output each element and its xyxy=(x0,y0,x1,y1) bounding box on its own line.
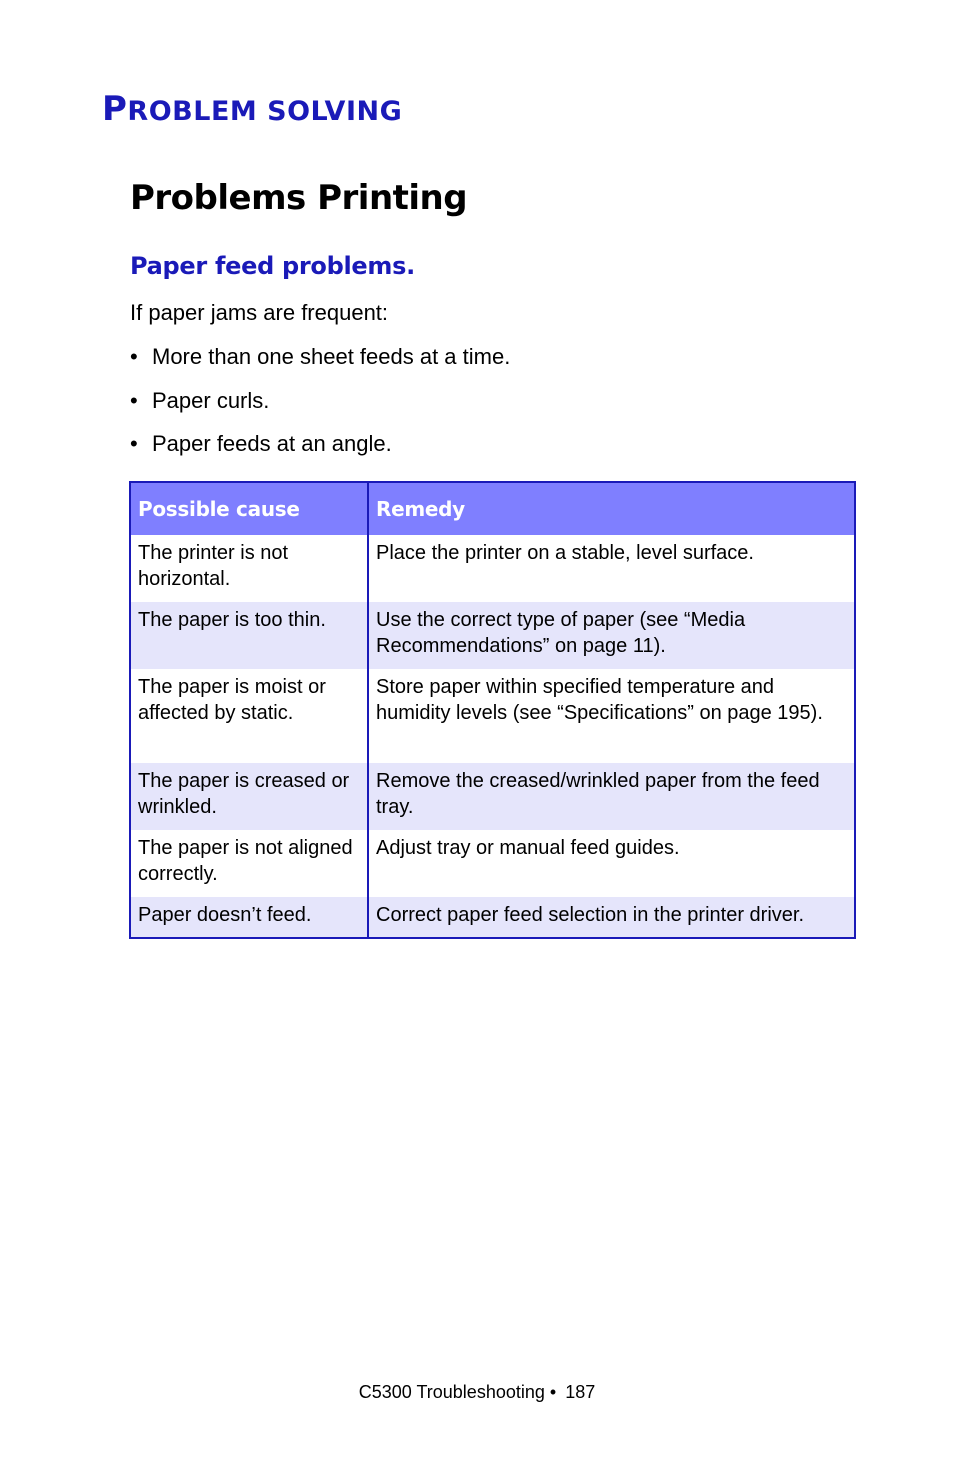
chapter-title xyxy=(102,89,403,129)
symptom-list xyxy=(130,343,510,474)
remedy-cell: Remove the creased/wrinkled paper from the feed tray. xyxy=(368,763,855,830)
footer-bullet: • xyxy=(549,1382,557,1402)
list-item xyxy=(130,343,510,387)
table-row xyxy=(130,602,855,669)
remedy-cell: Adjust tray or manual feed guides. xyxy=(368,830,855,897)
chapter-title-initial: P xyxy=(102,89,128,129)
cause-cell: The printer is not horizontal. xyxy=(138,542,289,590)
bullet-icon: • xyxy=(130,431,138,456)
section-title: Problems Printing xyxy=(130,178,468,218)
list-item-text: Paper feeds at an angle. xyxy=(152,431,392,456)
remedy-cell: Use the correct type of paper (see “Media Recommendations” on page 11). xyxy=(368,602,855,669)
intro-text: If paper jams are frequent: xyxy=(130,300,389,325)
footer-text: C5300 Troubleshooting xyxy=(358,1382,545,1402)
chapter-title-rest: ROBLEM SOLVING xyxy=(127,96,403,127)
table-row xyxy=(130,535,855,602)
subsection-title: Paper feed problems. xyxy=(130,252,415,280)
bullet-icon: • xyxy=(130,344,138,369)
remedy-cell: Place the printer on a stable, level surface. xyxy=(368,535,855,602)
list-item-text: More than one sheet feeds at a time. xyxy=(152,344,511,369)
table-header-row xyxy=(130,482,855,535)
cause-cell: The paper is too thin. xyxy=(130,602,368,669)
column-header-cause: Possible cause xyxy=(130,482,368,535)
table-row xyxy=(130,669,855,763)
cause-cell: The paper is not aligned correctly. xyxy=(138,837,353,885)
page-number: 187 xyxy=(565,1382,596,1402)
bullet-icon: • xyxy=(130,387,138,413)
remedy-cell: Correct paper feed selection in the printer driver. xyxy=(368,897,855,938)
list-item-text: Paper curls. xyxy=(152,387,270,413)
cause-cell: Paper doesn’t feed. xyxy=(130,897,368,938)
list-item xyxy=(130,387,510,431)
cause-cell: The paper is creased or wrinkled. xyxy=(130,763,368,830)
table-row xyxy=(130,763,855,830)
column-header-remedy: Remedy xyxy=(368,482,855,535)
table-row xyxy=(130,897,855,938)
remedy-cell: Store paper within specified temperature and humidity levels (see “Specifications” on page 195). xyxy=(368,669,855,763)
table-row xyxy=(130,830,855,897)
page-footer xyxy=(0,1382,954,1403)
cause-remedy-table xyxy=(129,481,856,939)
cause-cell: The paper is moist or affected by static. xyxy=(138,676,326,724)
list-item xyxy=(130,430,510,474)
